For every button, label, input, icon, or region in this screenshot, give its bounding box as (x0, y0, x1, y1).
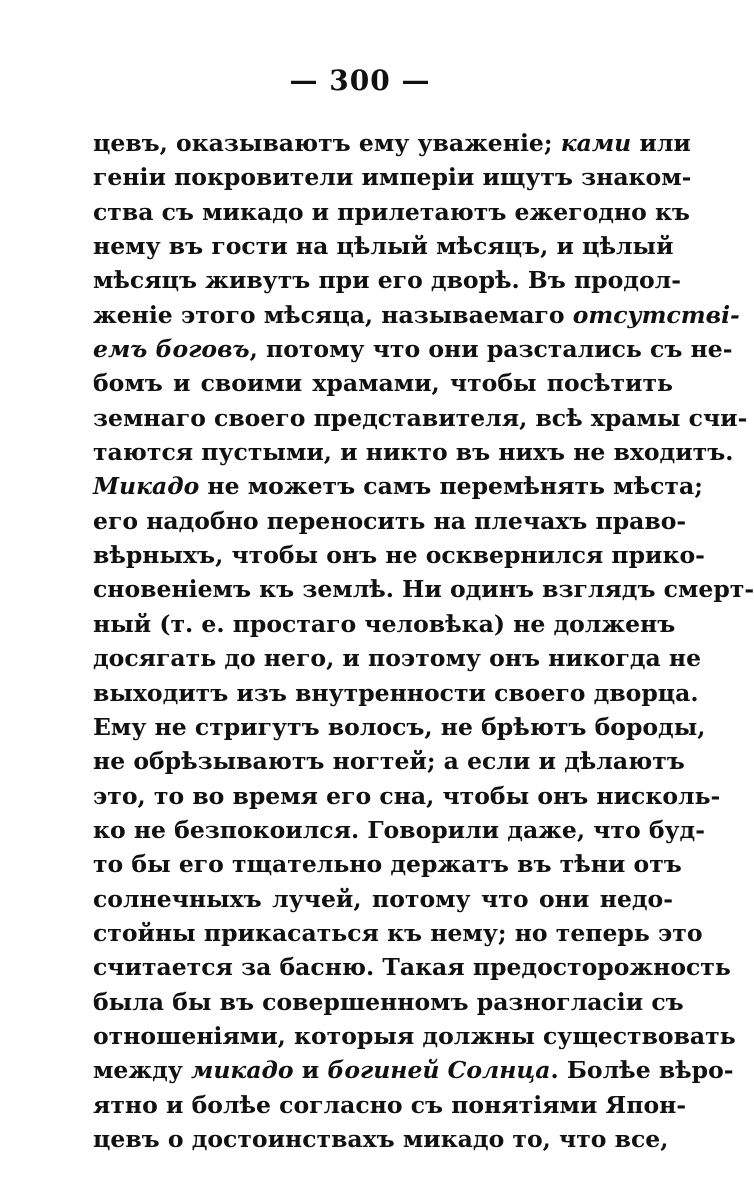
text-line (93, 950, 731, 984)
text-segment: Ему не стригутъ волосъ, не брѣютъ бороды, (93, 712, 706, 741)
text-segment: досягать до него, и поэтому онъ никогда не (93, 644, 702, 673)
body-text (93, 126, 754, 1156)
text-line (93, 882, 673, 916)
text-segment: цевъ о достоинствахъ микадо то, что все, (93, 1124, 669, 1153)
text-segment: или (631, 129, 691, 157)
text-segment: стойны прикасаться къ нему; но теперь это (93, 918, 703, 947)
italic-text-segment: микадо (190, 1056, 294, 1085)
text-segment: . Болѣе вѣро- (550, 1056, 734, 1085)
text-line (93, 710, 706, 744)
text-line (93, 744, 685, 778)
italic-text-segment: отсутствi- (572, 300, 740, 329)
text-line (93, 504, 687, 538)
text-segment: ко не безпокоился. Говорили даже, что буд- (93, 815, 705, 844)
text-segment: женіе этого мѣсяца, называемаго (93, 300, 573, 329)
text-line (93, 229, 673, 263)
text-segment: ный (т. е. простаго человѣка) не долженъ (93, 609, 676, 638)
text-line (93, 298, 740, 332)
text-segment: не можетъ самъ перемѣнять мѣста; (199, 472, 703, 501)
text-segment: это, то во время его сна, чтобы онъ нисколь- (93, 781, 721, 810)
text-segment: мѣсяцъ живутъ при его дворѣ. Въ продол- (93, 266, 681, 295)
text-line (93, 1122, 673, 1156)
text-line (93, 366, 673, 400)
text-line (93, 813, 705, 847)
text-line (93, 160, 692, 194)
text-segment: земнаго своего представителя, всѣ храмы счи- (93, 403, 748, 432)
text-line (93, 985, 684, 1019)
text-segment: считается за басню. Такая предосторожность (93, 953, 731, 982)
italic-text-segment: Микадо (93, 472, 200, 501)
text-segment: бомъ и своими храмами, чтобы посѣтить (93, 369, 673, 398)
text-line (93, 126, 691, 160)
text-segment: выходитъ изъ внутренности своего дворца. (93, 678, 699, 707)
text-segment: ства съ микадо и прилетаютъ ежегодно къ (93, 197, 690, 226)
text-line (93, 195, 690, 229)
text-segment: ятно и болѣе согласно съ понятіями Япон- (93, 1090, 687, 1119)
text-segment: геніи покровители имперіи ищутъ знаком- (93, 163, 692, 192)
text-line (93, 572, 754, 606)
text-segment: сновеніемъ къ землѣ. Ни одинъ взглядъ смерт- (93, 575, 754, 604)
text-line (93, 779, 721, 813)
text-segment: цевъ, оказываютъ ему уваженіе; (93, 129, 561, 157)
page-number: — 300 — (289, 64, 431, 97)
text-segment: вѣрныхъ, чтобы онъ не осквернился прико- (93, 541, 705, 570)
text-line (93, 435, 734, 469)
text-line (93, 1019, 736, 1053)
italic-text-segment: богиней Солнца (327, 1056, 551, 1085)
text-segment: не обрѣзываютъ ногтей; а если и дѣлаютъ (93, 747, 685, 776)
text-line (93, 1088, 687, 1122)
text-line (93, 401, 748, 435)
text-line (93, 1053, 734, 1087)
text-line (93, 641, 702, 675)
italic-text-segment: ками (560, 129, 632, 157)
text-line (93, 847, 682, 881)
text-segment: между (93, 1056, 191, 1085)
text-line (93, 469, 703, 503)
text-segment: была бы въ совершенномъ разногласіи съ (93, 987, 684, 1016)
text-line (93, 676, 699, 710)
text-segment: нему въ гости на цѣлый мѣсяцъ, и цѣлый (93, 232, 674, 261)
text-line (93, 916, 703, 950)
text-line (93, 332, 733, 366)
italic-text-segment: емъ боговъ (93, 335, 250, 364)
text-segment: , потому что они разстались съ не- (249, 335, 733, 364)
text-segment: солнечныхъ лучей, потому что они недо- (93, 884, 673, 913)
text-line (93, 607, 676, 641)
text-segment: и (293, 1056, 328, 1085)
text-segment: его надобно переносить на плечахъ право- (93, 506, 687, 535)
text-line (93, 263, 681, 297)
text-line (93, 538, 705, 572)
text-segment: то бы его тщательно держатъ въ тѣни отъ (93, 850, 682, 879)
text-segment: таются пустыми, и никто въ нихъ не входитъ. (93, 438, 734, 467)
text-segment: отношеніями, которыя должны существовать (93, 1021, 736, 1050)
